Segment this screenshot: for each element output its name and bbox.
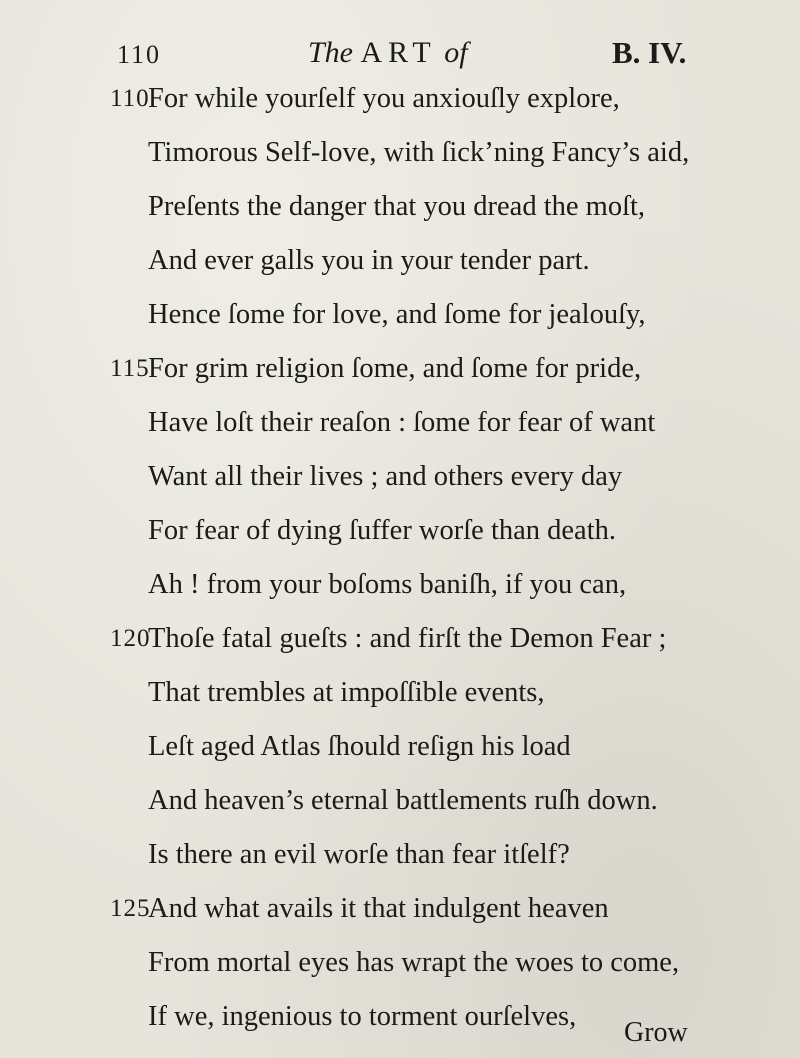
line-text: Have loſt their reaſon : ſome for fear of want [148, 407, 656, 438]
line-text: Thoſe fatal gueſts : and firſt the Demon Fear ; [148, 623, 667, 654]
line-text: Hence ſome for love, and ſome for jealouſy, [148, 299, 646, 330]
poem-line [148, 564, 748, 606]
poem-line [148, 942, 748, 984]
poem-line [148, 240, 748, 282]
poem-line [148, 294, 748, 336]
running-title-art: ART [360, 36, 437, 69]
poem-line [148, 672, 748, 714]
line-text: That trembles at impoſſible events, [148, 677, 545, 708]
running-title-the: The [308, 36, 353, 69]
line-number: 115 [110, 355, 150, 382]
line-text: Want all their lives ; and others every day [148, 461, 623, 492]
page-number: 110 [117, 40, 162, 69]
running-title-of: of [444, 36, 468, 69]
poem-line [148, 132, 748, 174]
poem-line [148, 726, 748, 768]
line-text: For fear of dying ſuffer worſe than death. [148, 515, 616, 546]
line-number: 120 [110, 625, 151, 652]
catchword: Grow [624, 1017, 688, 1048]
book-reference: B. IV. [612, 35, 687, 70]
line-text: And ever galls you in your tender part. [148, 245, 590, 276]
line-text: Timorous Self-love, with ſick’ning Fancy’s aid, [148, 137, 690, 168]
line-text: From mortal eyes has wrapt the woes to come, [148, 947, 680, 978]
line-text: Is there an evil worſe than fear itſelf? [148, 839, 570, 870]
poem-line [110, 348, 748, 390]
poem-line [110, 618, 748, 660]
poem-line [148, 510, 748, 552]
line-text: For grim religion ſome, and ſome for pride, [148, 353, 642, 384]
poem-line [148, 834, 748, 876]
poem-line [148, 186, 748, 228]
poem-line [148, 780, 748, 822]
line-text: If we, ingenious to torment ourſelves, [148, 1001, 577, 1032]
line-number: 110 [110, 85, 150, 112]
line-text: For while yourſelf you anxiouſly explore, [148, 83, 620, 114]
poem-line [148, 402, 748, 444]
poem-line [110, 888, 748, 930]
line-text: And heaven’s eternal battlements ruſh down. [148, 785, 658, 816]
line-number: 125 [110, 895, 151, 922]
line-text: Preſents the danger that you dread the moſt, [148, 191, 646, 222]
line-text: Ah ! from your boſoms baniſh, if you can, [148, 569, 627, 600]
line-text: And what avails it that indulgent heaven [148, 893, 609, 924]
poem-line [148, 456, 748, 498]
line-text: Leſt aged Atlas ſhould reſign his load [148, 731, 571, 762]
poem-line [110, 78, 748, 120]
